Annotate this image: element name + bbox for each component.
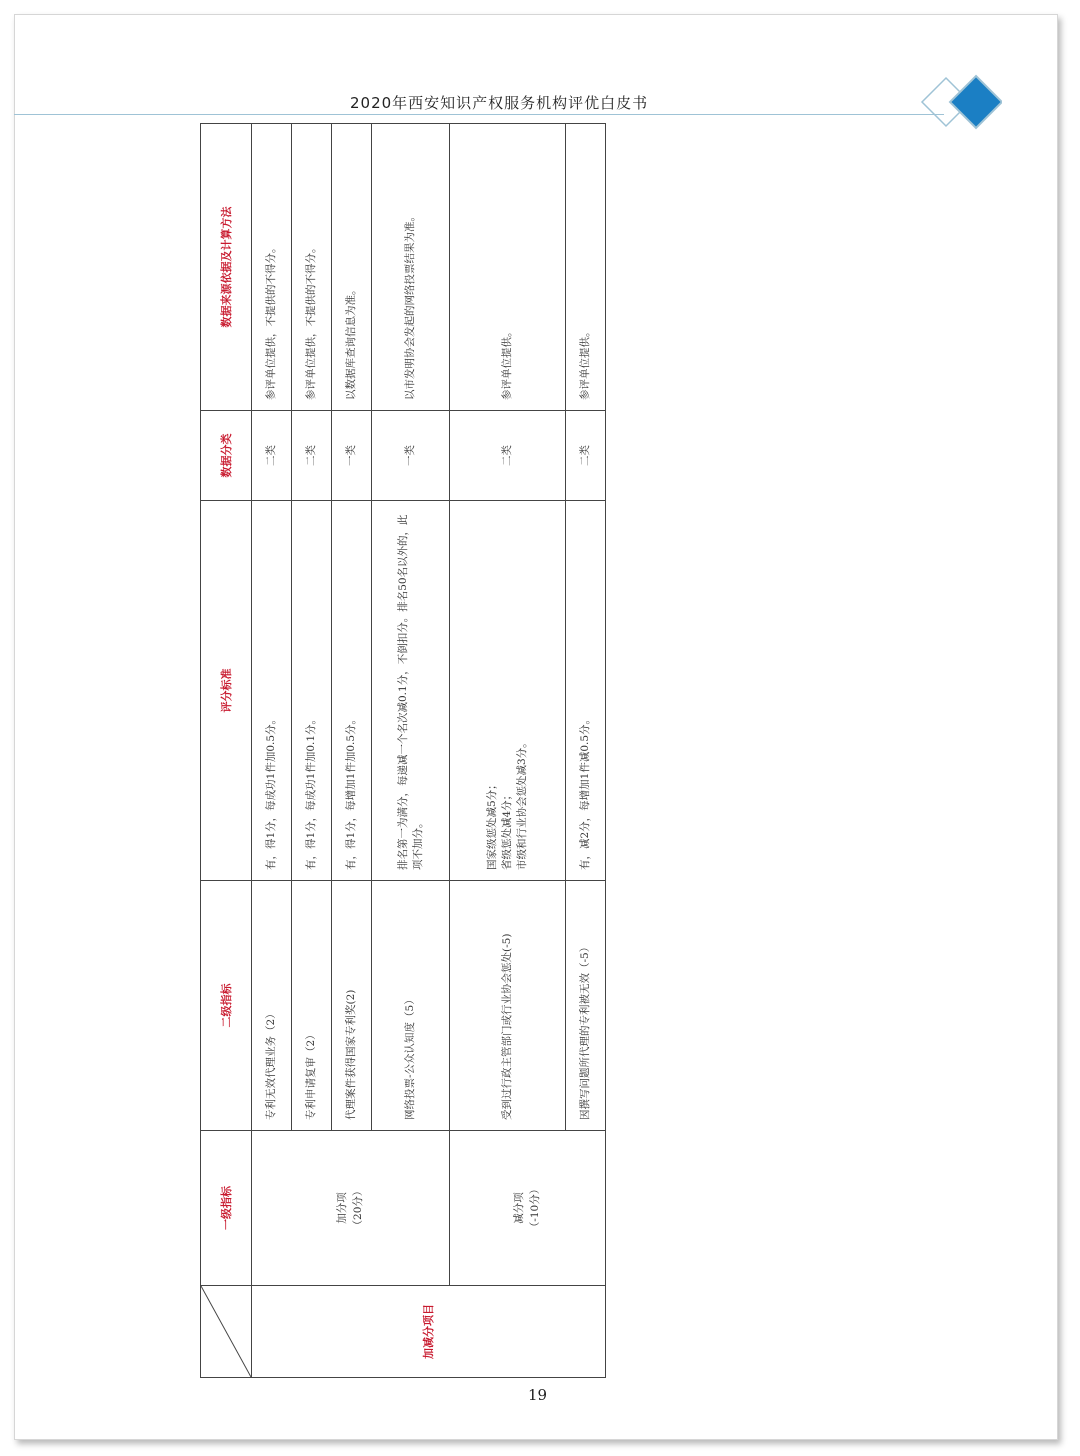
criteria-cell: 有，得1分，每成功1件加0.1分。 <box>292 501 332 881</box>
indicator-cell: 网络投票-公众认知度（5） <box>372 881 450 1131</box>
indicator-cell: 代理案件获得国家专利奖(2) <box>332 881 372 1131</box>
indicator-cell: 专利无效代理业务（2） <box>252 881 292 1131</box>
group-minus-name: 减分项 <box>513 1192 526 1224</box>
rotated-table <box>200 124 606 1378</box>
table-header-row <box>201 124 252 1378</box>
header-source: 数据来源依据及计算方法 <box>201 124 252 411</box>
group-add-points: （20分） <box>351 1185 364 1231</box>
criteria-cell: 有，得1分，每增加1件加0.5分。 <box>332 501 372 881</box>
scoring-table <box>200 123 606 1378</box>
header-category: 数据分类 <box>201 411 252 501</box>
category-cell: 二类 <box>450 411 566 501</box>
indicator-cell: 因撰写问题所代理的专利被无效（-5） <box>565 881 605 1131</box>
criteria-line: 省级惩处减4分； <box>500 789 513 870</box>
corner-label-cell <box>252 1286 606 1378</box>
source-cell: 参评单位提供，不提供的不得分。 <box>292 124 332 411</box>
category-cell: 二类 <box>565 411 605 501</box>
page-number: 19 <box>528 1386 548 1404</box>
header-level1: 一级指标 <box>201 1131 252 1286</box>
criteria-cell: 排名第一为满分，每递减一个名次减0.1分，不倒扣分。排名50名以外的，此项不加分。 <box>372 501 450 881</box>
category-cell: 一类 <box>332 411 372 501</box>
group-minus <box>450 1131 606 1286</box>
diagonal-corner-cell <box>201 1286 252 1378</box>
source-cell: 参评单位提供，不提供的不得分。 <box>252 124 292 411</box>
page-header-title: 2020年西安知识产权服务机构评优白皮书 <box>350 94 649 112</box>
source-cell: 参评单位提供。 <box>450 124 566 411</box>
indicator-cell: 受到过行政主管部门或行业协会惩处(-5) <box>450 881 566 1131</box>
table-row <box>252 124 292 1378</box>
header-level2: 二级指标 <box>201 881 252 1131</box>
header-rule <box>14 114 944 115</box>
header-criteria: 评分标准 <box>201 501 252 881</box>
group-add <box>252 1131 450 1286</box>
category-cell: 一类 <box>372 411 450 501</box>
criteria-line: 国家级惩处减5分； <box>485 779 498 870</box>
category-cell: 二类 <box>292 411 332 501</box>
source-cell: 参评单位提供。 <box>565 124 605 411</box>
source-cell: 以数据库查询信息为准。 <box>332 124 372 411</box>
criteria-cell <box>450 501 566 881</box>
corner-label: 加减分项目 <box>421 1304 435 1359</box>
rotated-table-region <box>200 124 606 1378</box>
diagonal-line-icon <box>201 1286 251 1377</box>
table-row <box>450 124 566 1378</box>
diamond-logo-icon <box>918 72 1002 132</box>
criteria-cell: 有，减2分，每增加1件减0.5分。 <box>565 501 605 881</box>
category-cell: 二类 <box>252 411 292 501</box>
indicator-cell: 专利申请复审（2） <box>292 881 332 1131</box>
source-cell: 以市发明协会发起的网络投票结果为准。 <box>372 124 450 411</box>
criteria-cell: 有，得1分，每成功1件加0.5分。 <box>252 501 292 881</box>
criteria-line: 市级和行业协会惩处减3分。 <box>516 737 529 870</box>
group-add-name: 加分项 <box>336 1192 349 1224</box>
group-minus-points: （-10分） <box>528 1183 541 1233</box>
